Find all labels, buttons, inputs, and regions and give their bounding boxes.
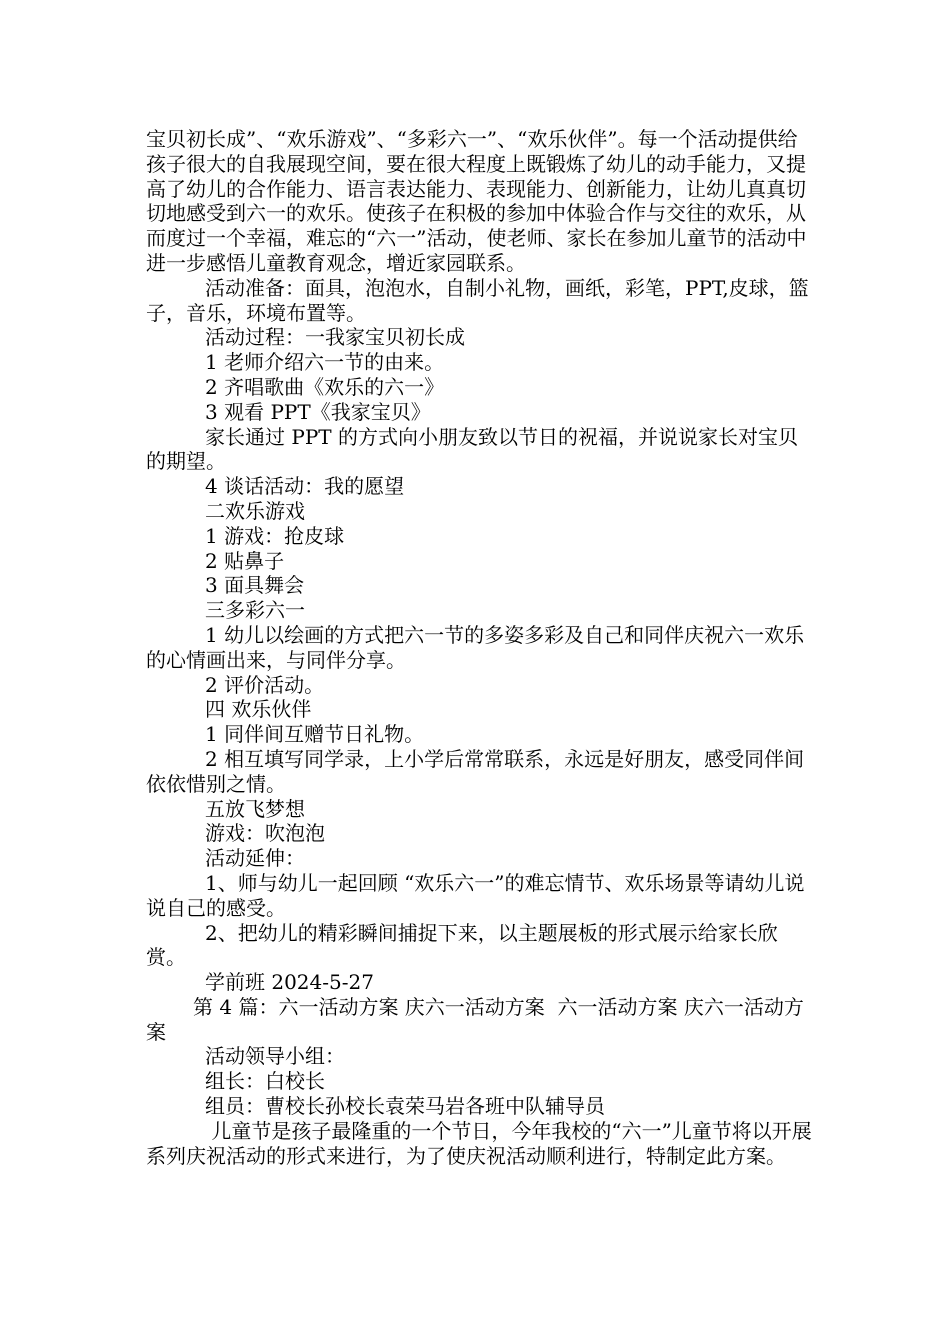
list-item: 1、师与幼儿一起回顾 “欢乐六一”的难忘情节、欢乐场景等请幼儿说说自己的感受。	[146, 870, 805, 920]
list-item: 2 贴鼻子	[205, 548, 285, 573]
paragraph-leader: 组长：白校长	[205, 1069, 325, 1094]
paragraph-preparation: 活动准备：面具，泡泡水，自制小礼物，画纸，彩笔，PPT,皮球，篮子，音乐，环境布置等。	[146, 275, 809, 325]
list-item: 3 观看 PPT《我家宝贝》	[205, 399, 431, 424]
paragraph-plan-intro: 儿童节是孩子最隆重的一个节日，今年我校的“六一”儿童节将以开展系列庆祝活动的形式来进行，为了使庆祝活动顺利进行，特制定此方案。	[146, 1118, 812, 1168]
list-item: 1 老师介绍六一节的由来。	[205, 350, 445, 375]
list-item: 2 评价活动。	[205, 672, 325, 697]
section-heading: 二欢乐游戏	[205, 498, 305, 523]
paragraph-process-heading: 活动过程：一我家宝贝初长成	[205, 325, 465, 350]
paragraph-parent-wishes: 家长通过 PPT 的方式向小朋友致以节日的祝福，并说说家长对宝贝的期望。	[146, 424, 798, 474]
section-heading: 活动延伸：	[205, 846, 305, 871]
paragraph-members: 组员：曹校长孙校长袁荣马岩各班中队辅导员	[205, 1094, 605, 1119]
list-item: 1 游戏：抢皮球	[205, 523, 345, 548]
section-heading: 五放飞梦想	[205, 796, 305, 821]
list-item: 3 面具舞会	[205, 573, 305, 598]
list-item: 2、把幼儿的精彩瞬间捕捉下来，以主题展板的形式展示给家长欣赏。	[146, 920, 778, 970]
document-body	[146, 127, 812, 1168]
paragraph-leadership: 活动领导小组：	[205, 1044, 345, 1069]
paragraph-intro: 宝贝初长成”、“欢乐游戏”、“多彩六一”、“欢乐伙伴”。每一个活动提供给孩子很大的自我展现空间，要在很大程度上既锻炼了幼儿的动手能力，又提高了幼儿的合作能力、语言表达能力、表现能力、创新能力，让幼儿真真切切地感受到六一的欢乐。使孩子在积极的参加中体验合作与交往的欢乐，从而度过一个幸福，难忘的“六一”活动，使老师、家长在参加儿童节的活动中进一步感悟儿童教育观念，增近家园联系。	[146, 127, 807, 275]
list-item: 1 幼儿以绘画的方式把六一节的多姿多彩及自己和同伴庆祝六一欢乐的心情画出来，与同伴分享。	[146, 622, 805, 672]
list-item: 4 谈话活动：我的愿望	[205, 474, 405, 499]
list-item: 游戏：吹泡泡	[205, 821, 325, 846]
section-heading: 四 欢乐伙伴	[205, 697, 312, 722]
article-title: 第 4 篇：六一活动方案 庆六一活动方案 六一活动方案 庆六一活动方案	[146, 994, 804, 1044]
list-item: 1 同伴间互赠节日礼物。	[205, 722, 425, 747]
list-item: 2 相互填写同学录，上小学后常常联系，永远是好朋友，感受同伴间依依惜别之情。	[146, 746, 805, 796]
signature-date: 学前班 2024-5-27	[205, 970, 374, 995]
list-item: 2 齐唱歌曲《欢乐的六一》	[205, 374, 445, 399]
section-heading: 三多彩六一	[205, 598, 305, 623]
